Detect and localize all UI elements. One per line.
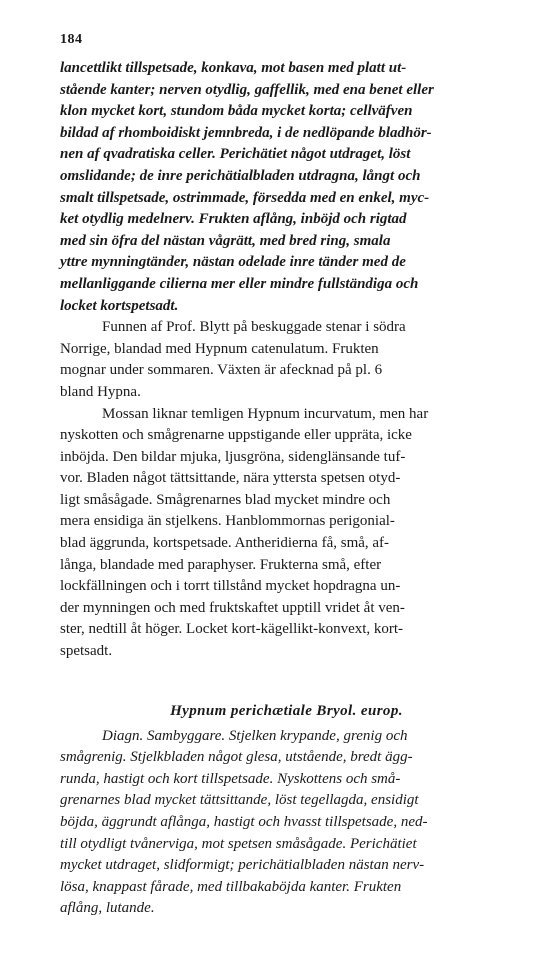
text-line: till otydligt tvånerviga, mot spetsen småsågade. Perichätiet [60,835,417,852]
diagnosis-paragraph [60,726,513,920]
text-line: blad äggrunda, kortspetsade. Antheridierna få, små, af- [60,535,390,552]
text-line: Norrige, blandad med Hypnum catenulatum. Frukten [60,340,379,357]
comparison-paragraph [60,404,513,663]
text-line: Mossan liknar temligen Hypnum incurvatum, men har [102,405,429,422]
text-line: mera ensidiga än stjelkens. Hanblommornas perigonial- [60,513,395,530]
text-line: omslidande; de inre perichätialbladen utdragna, långt och [60,167,421,184]
text-line: spetsadt. [60,643,113,660]
text-line: Funnen af Prof. Blytt på beskuggade stenar i södra [102,319,406,336]
text-line: mycket utdraget, slidformigt; perichätialbladen nästan nerv- [60,857,425,874]
text-line: långa, blandade med paraphyser. Frukterna små, efter [60,556,382,573]
page-number: 184 [60,32,83,47]
text-line: lancettlikt tillspetsade, konkava, mot basen med platt ut- [60,60,407,76]
text-line: yttre mynningtänder, nästan odelade inre tänder med de [60,254,406,271]
text-line: böjda, äggrundt aflånga, hastigt och hvasst tillspetsade, ned- [60,814,428,830]
description-paragraph [60,58,513,317]
text-line: runda, hastigt och kort tillspetsade. Nyskottens och små- [60,770,401,787]
text-line: stående kanter; nerven otydlig, gaffellik, med ena benet eller [60,81,434,98]
text-line: lösa, knappast fårade, med tillbakaböjda kanter. Frukten [60,878,402,895]
text-line: der mynningen och med fruktskaftet upptill vridet åt ven- [60,599,405,616]
text-line: grenarnes blad mycket tättsittande, löst tegellagda, ensidigt [60,792,419,809]
text-line: inböjda. Den bildar mjuka, ljusgröna, sidenglänsande tuf- [60,448,406,465]
text-line: ligt småsågade. Smågrenarnes blad mycket mindre och [60,491,391,508]
text-line: ster, nedtill åt höger. Locket kort-kägellikt-konvext, kort- [60,621,404,638]
text-line: bildad af rhomboidiskt jemnbreda, i de nedlöpande bladhör- [60,124,432,141]
text-line: mognar under sommaren. Växten är afecknad på pl. 6 [60,362,383,379]
text-line: nen af qvadratiska celler. Perichätiet något utdraget, löst [60,146,411,163]
locality-paragraph [60,317,513,403]
text-line: locket kortspetsadt. [60,297,179,314]
text-line: med sin öfra del nästan vågrätt, med bred ring, smala [60,232,391,249]
text-line: aflång, lutande. [60,900,155,917]
text-line: smågrenig. Stjelkbladen något glesa, utstående, bredt ägg- [60,749,413,766]
text-line: smalt tillspetsade, ostrimmade, försedda med en enkel, myc- [60,189,430,206]
text-line: lockfällningen och i torrt tillstånd mycket hopdragna un- [60,578,401,595]
text-line: Diagn. Sambyggare. Stjelken krypande, grenig och [102,727,408,744]
text-line: bland Hypna. [60,383,141,400]
species-heading: Hypnum perichætiale Bryol. europ. [170,702,403,719]
text-line: ket otydlig medelnerv. Frukten aflång, inböjd och rigtad [60,211,407,228]
text-line: klon mycket kort, stundom båda mycket korta; cellväfven [60,103,413,120]
text-line: nyskotten och smågrenarne uppstigande eller uppräta, icke [60,427,412,444]
text-line: mellanliggande cilierna mer eller mindre fullständiga och [60,275,419,292]
text-line: vor. Bladen något tättsittande, nära yttersta spetsen otyd- [60,470,401,487]
